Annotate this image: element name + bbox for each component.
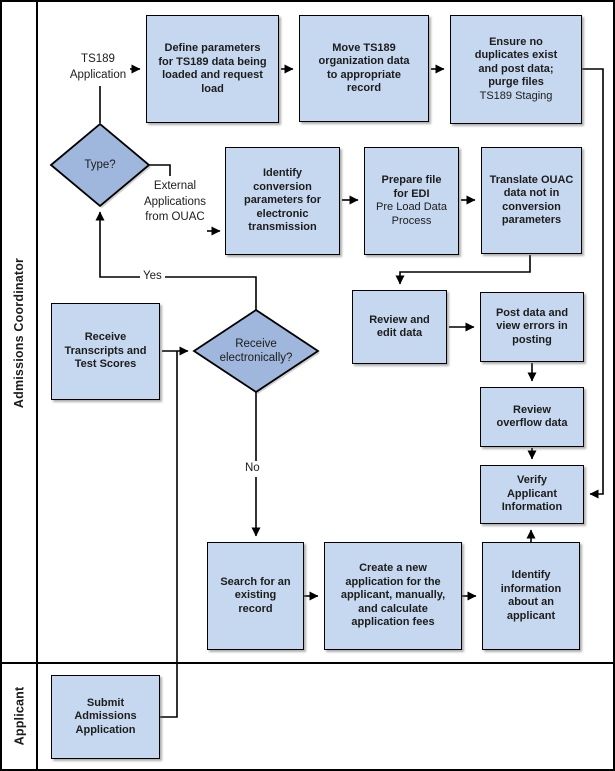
process-verify-applicant-information-label: Verify Applicant Information (501, 474, 563, 514)
process-submit-admissions-application (51, 675, 160, 759)
process-identify-applicant-information-label: Identify information about an applicant (500, 569, 562, 622)
process-verify-applicant-information (480, 465, 584, 524)
process-translate-ouac-data-label: Translate OUAC data not in conversion parameters (489, 173, 574, 226)
process-post-data-view-errors-label: Post data and view errors in posting (495, 306, 569, 346)
process-submit-admissions-application-label: Submit Admissions Application (74, 696, 137, 736)
ts189-application-label: TS189 Application (69, 53, 127, 81)
lane-admissions-coordinator-label: Admissions Coordinator (12, 257, 27, 408)
process-identify-applicant-information (482, 542, 580, 650)
line-type-to-external (149, 165, 170, 176)
process-search-existing-record-label: Search for an existing record (220, 575, 291, 615)
process-search-existing-record (207, 542, 304, 650)
process-move-ts189-data-label: Move TS189 organization data to appropriate record (318, 41, 410, 94)
process-review-edit-data (352, 290, 447, 364)
lane-applicant (4, 663, 35, 769)
process-review-edit-data-label: Review and edit data (369, 313, 430, 339)
process-receive-transcripts-label: Receive Transcripts and Test Scores (64, 331, 147, 371)
process-ensure-no-duplicates-label: Ensure no duplicates exist and post data; purge files (474, 35, 558, 89)
process-identify-conversion-parameters-label: Identify conversion parameters for electronic transmission (243, 167, 322, 234)
type-decision-label: Type? (84, 159, 116, 171)
process-post-data-view-errors (480, 292, 584, 362)
process-prepare-file-edi-sublabel: Pre Load Data Process (376, 201, 447, 227)
process-identify-conversion-parameters (225, 147, 340, 255)
no-branch-label: No (242, 461, 263, 477)
process-prepare-file-edi-label: Prepare file for EDI (381, 174, 442, 200)
process-review-overflow-data-label: Review overflow data (496, 403, 568, 429)
arrow-translate-to-review (400, 255, 530, 284)
lane-applicant-label: Applicant (12, 686, 27, 746)
process-prepare-file-edi (364, 147, 459, 255)
lane-admissions-coordinator (4, 4, 35, 661)
process-ensure-no-duplicates-sublabel: TS189 Staging (479, 89, 553, 102)
process-move-ts189-data (299, 15, 429, 122)
process-create-new-application-label: Create a new application for the applicant, manually, and calculate application fees (340, 562, 446, 629)
process-review-overflow-data (480, 387, 584, 447)
process-ensure-no-duplicates (450, 15, 582, 124)
receive-electronically-decision-label: Receive electronically? (219, 338, 293, 364)
external-applications-label: External Applications from OUAC (143, 180, 206, 223)
process-create-new-application (324, 542, 462, 650)
process-receive-transcripts (51, 303, 160, 400)
process-define-parameters (146, 15, 279, 123)
process-define-parameters-label: Define parameters for TS189 data being loaded and request load (158, 42, 267, 95)
yes-branch-label: Yes (140, 269, 165, 285)
process-translate-ouac-data (481, 147, 582, 254)
arrow-ensure-to-verify (582, 69, 603, 494)
